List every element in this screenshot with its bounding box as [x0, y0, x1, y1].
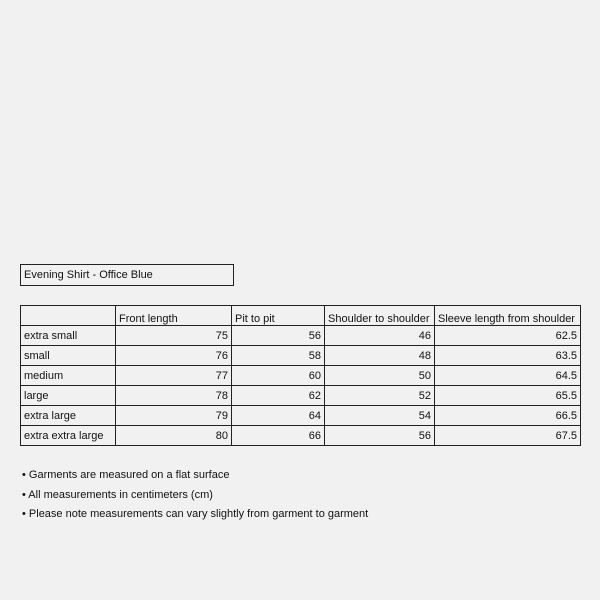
- header-shoulder-to-shoulder: Shoulder to shoulder: [325, 306, 435, 326]
- sleeve-cell: 63.5: [435, 346, 581, 366]
- pit-to-pit-cell: 62: [232, 386, 325, 406]
- sleeve-cell: 66.5: [435, 406, 581, 426]
- sleeve-cell: 65.5: [435, 386, 581, 406]
- size-cell: extra small: [21, 326, 116, 346]
- header-sleeve-length: Sleeve length from shoulder: [435, 306, 581, 326]
- measurement-notes: [22, 466, 368, 525]
- shoulder-cell: 56: [325, 426, 435, 446]
- size-cell: medium: [21, 366, 116, 386]
- front-length-cell: 80: [116, 426, 232, 446]
- header-size: [21, 306, 116, 326]
- table-row: [21, 366, 581, 386]
- table-row: [21, 346, 581, 366]
- size-cell: small: [21, 346, 116, 366]
- pit-to-pit-cell: 60: [232, 366, 325, 386]
- front-length-cell: 75: [116, 326, 232, 346]
- table-row: [21, 386, 581, 406]
- sleeve-cell: 67.5: [435, 426, 581, 446]
- header-front-length: Front length: [116, 306, 232, 326]
- pit-to-pit-cell: 58: [232, 346, 325, 366]
- size-cell: extra large: [21, 406, 116, 426]
- shoulder-cell: 54: [325, 406, 435, 426]
- front-length-cell: 76: [116, 346, 232, 366]
- shoulder-cell: 50: [325, 366, 435, 386]
- front-length-cell: 79: [116, 406, 232, 426]
- shoulder-cell: 52: [325, 386, 435, 406]
- shoulder-cell: 48: [325, 346, 435, 366]
- product-title: Evening Shirt - Office Blue: [20, 264, 234, 286]
- table-row: [21, 426, 581, 446]
- shoulder-cell: 46: [325, 326, 435, 346]
- front-length-cell: 77: [116, 366, 232, 386]
- table-row: [21, 326, 581, 346]
- note-item: • Garments are measured on a flat surface: [22, 469, 230, 481]
- header-pit-to-pit: Pit to pit: [232, 306, 325, 326]
- table-header-row: [21, 306, 581, 326]
- table-row: [21, 406, 581, 426]
- pit-to-pit-cell: 56: [232, 326, 325, 346]
- note-item: • All measurements in centimeters (cm): [22, 488, 213, 501]
- size-cell: large: [21, 386, 116, 406]
- pit-to-pit-cell: 66: [232, 426, 325, 446]
- size-cell: extra extra large: [21, 426, 116, 446]
- pit-to-pit-cell: 64: [232, 406, 325, 426]
- sleeve-cell: 62.5: [435, 326, 581, 346]
- front-length-cell: 78: [116, 386, 232, 406]
- note-item: • Please note measurements can vary slightly from garment to garment: [22, 508, 369, 520]
- sleeve-cell: 64.5: [435, 366, 581, 386]
- size-chart-table: [20, 305, 581, 446]
